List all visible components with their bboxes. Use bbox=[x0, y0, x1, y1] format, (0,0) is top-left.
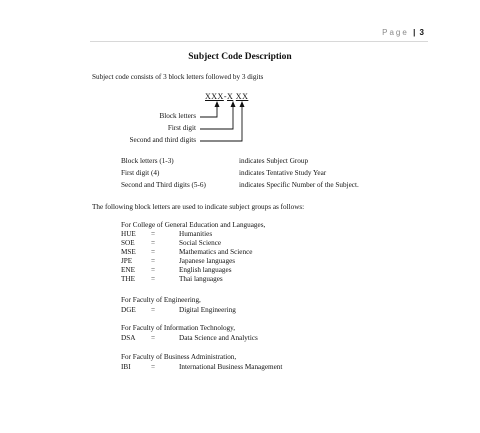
group-faculty-engineering: For Faculty of Engineering, bbox=[121, 296, 201, 304]
code-letters: XXX bbox=[205, 92, 224, 101]
bracket-first-digit bbox=[200, 106, 233, 129]
page-number-separator: | bbox=[413, 28, 416, 37]
group-code: THE bbox=[121, 275, 135, 283]
label-first-digit: First digit bbox=[167, 124, 196, 132]
group-name: Social Science bbox=[179, 239, 222, 247]
group-name: Japanese languages bbox=[179, 257, 236, 265]
meaning-part-2: First digit (4) bbox=[121, 169, 160, 177]
group-equals: = bbox=[151, 334, 156, 342]
page-title: Subject Code Description bbox=[188, 52, 292, 62]
group-name: International Business Management bbox=[179, 363, 283, 371]
group-code: ENE bbox=[121, 266, 135, 274]
group-equals: = bbox=[151, 266, 156, 274]
list-item bbox=[121, 306, 321, 316]
page-word: Page bbox=[382, 28, 409, 37]
meaning-part-3: Second and Third digits (5-6) bbox=[121, 181, 206, 189]
code-digits-2-3: XX bbox=[235, 92, 249, 101]
group-equals: = bbox=[151, 275, 156, 283]
arrow-first-digit bbox=[231, 101, 236, 107]
group-equals: = bbox=[151, 248, 156, 256]
group-code: DSA bbox=[121, 334, 136, 342]
group-name: Mathematics and Science bbox=[179, 248, 253, 256]
list-item bbox=[121, 334, 341, 344]
group-faculty-it: For Faculty of Information Technology, bbox=[121, 324, 236, 332]
code-digit-1: X bbox=[227, 92, 234, 101]
group-code: JPE bbox=[121, 257, 133, 265]
group-code: HUE bbox=[121, 230, 136, 238]
list-item bbox=[121, 275, 321, 285]
bracket-block-letters bbox=[200, 106, 217, 117]
bracket-second-third bbox=[200, 106, 242, 141]
group-equals: = bbox=[151, 230, 156, 238]
group-equals: = bbox=[151, 363, 156, 371]
intro-text: Subject code consists of 3 block letters followed by 3 digits bbox=[92, 73, 264, 81]
group-equals: = bbox=[151, 239, 156, 247]
meaning-part-1: Block letters (1-3) bbox=[121, 157, 174, 165]
groups-intro: The following block letters are used to indicate subject groups as follows: bbox=[92, 203, 305, 211]
group-code: SOE bbox=[121, 239, 135, 247]
group-equals: = bbox=[151, 257, 156, 265]
arrow-block-letters bbox=[215, 101, 220, 107]
group-name: Digital Engineering bbox=[179, 306, 236, 314]
meaning-value-1: indicates Subject Group bbox=[239, 157, 309, 165]
page-number: 3 bbox=[419, 28, 424, 37]
list-item bbox=[121, 363, 361, 373]
meaning-value-3: indicates Specific Number of the Subject. bbox=[239, 181, 359, 189]
group-code: IBI bbox=[121, 363, 131, 371]
arrow-second-third bbox=[240, 101, 245, 107]
group-name: Data Science and Analytics bbox=[179, 334, 258, 342]
group-faculty-general-education: For College of General Education and Languages, bbox=[121, 221, 266, 229]
group-name: Thai languages bbox=[179, 275, 223, 283]
group-equals: = bbox=[151, 306, 156, 314]
group-name: English languages bbox=[179, 266, 232, 274]
group-code: MSE bbox=[121, 248, 136, 256]
label-second-third-digits: Second and third digits bbox=[129, 136, 196, 144]
meaning-value-2: indicates Tentative Study Year bbox=[239, 169, 327, 177]
label-block-letters: Block letters bbox=[159, 112, 196, 120]
group-name: Humanities bbox=[179, 230, 213, 238]
group-code: DGE bbox=[121, 306, 136, 314]
group-faculty-business: For Faculty of Business Administration, bbox=[121, 353, 237, 361]
code-separator: - bbox=[223, 92, 228, 101]
